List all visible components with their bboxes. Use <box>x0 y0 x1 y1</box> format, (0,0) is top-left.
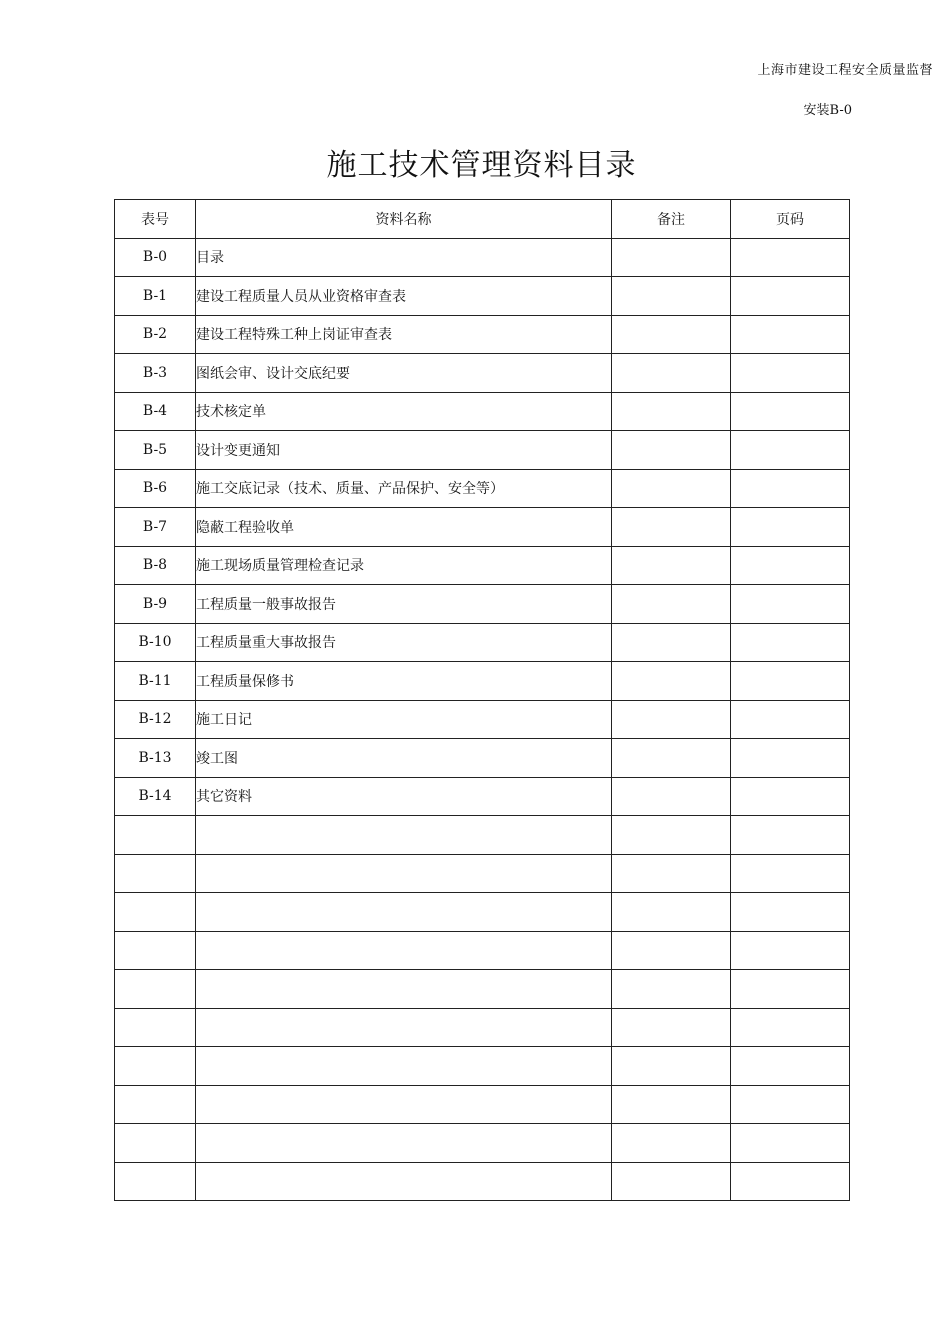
row-remark <box>612 816 731 855</box>
row-page-no <box>731 739 850 778</box>
row-page-no <box>731 893 850 932</box>
row-document-name <box>196 816 612 855</box>
row-page-no <box>731 315 850 354</box>
table-row <box>115 238 850 277</box>
table-row <box>115 970 850 1009</box>
row-remark <box>612 277 731 316</box>
page-title: 施工技术管理资料目录 <box>326 148 637 183</box>
table-row <box>115 315 850 354</box>
table-row <box>115 662 850 701</box>
table-row <box>115 1008 850 1047</box>
row-remark <box>612 1124 731 1163</box>
row-page-no <box>731 277 850 316</box>
row-remark <box>612 1085 731 1124</box>
row-page-no <box>731 1085 850 1124</box>
row-table-no: B-8 <box>115 546 196 585</box>
row-document-name: 其它资料 <box>196 777 612 816</box>
row-remark <box>612 931 731 970</box>
table-row <box>115 1085 850 1124</box>
row-remark <box>612 623 731 662</box>
table-row <box>115 354 850 393</box>
header-page-no: 页码 <box>731 200 850 239</box>
row-document-name <box>196 893 612 932</box>
row-table-no <box>115 1162 196 1201</box>
row-document-name: 工程质量重大事故报告 <box>196 623 612 662</box>
row-document-name: 工程质量保修书 <box>196 662 612 701</box>
row-page-no <box>731 1008 850 1047</box>
header-document-name: 资料名称 <box>196 200 612 239</box>
row-table-no <box>115 893 196 932</box>
row-remark <box>612 1162 731 1201</box>
table-row <box>115 392 850 431</box>
row-remark <box>612 431 731 470</box>
table-row <box>115 854 850 893</box>
row-remark <box>612 1008 731 1047</box>
table-row <box>115 816 850 855</box>
document-code: 安装B-0 <box>803 103 852 118</box>
contents-table <box>114 199 850 1201</box>
table-row <box>115 623 850 662</box>
table-header-row <box>115 200 850 239</box>
row-page-no <box>731 238 850 277</box>
table-row <box>115 469 850 508</box>
row-remark <box>612 585 731 624</box>
row-table-no: B-5 <box>115 431 196 470</box>
row-table-no <box>115 931 196 970</box>
row-remark <box>612 392 731 431</box>
row-document-name <box>196 1124 612 1163</box>
table-row <box>115 739 850 778</box>
header-table-no: 表号 <box>115 200 196 239</box>
row-page-no <box>731 392 850 431</box>
row-remark <box>612 777 731 816</box>
row-page-no <box>731 546 850 585</box>
row-document-name <box>196 1008 612 1047</box>
row-table-no: B-12 <box>115 700 196 739</box>
row-table-no <box>115 1008 196 1047</box>
row-table-no: B-14 <box>115 777 196 816</box>
table-row <box>115 1124 850 1163</box>
row-remark <box>612 1047 731 1086</box>
row-page-no <box>731 931 850 970</box>
row-document-name: 目录 <box>196 238 612 277</box>
row-table-no: B-11 <box>115 662 196 701</box>
table-row <box>115 1162 850 1201</box>
row-document-name <box>196 854 612 893</box>
table-row <box>115 585 850 624</box>
row-remark <box>612 700 731 739</box>
table-row <box>115 1047 850 1086</box>
row-page-no <box>731 777 850 816</box>
table-row <box>115 546 850 585</box>
row-remark <box>612 970 731 1009</box>
row-document-name: 建设工程特殊工种上岗证审查表 <box>196 315 612 354</box>
row-document-name <box>196 970 612 1009</box>
row-table-no: B-3 <box>115 354 196 393</box>
row-table-no: B-0 <box>115 238 196 277</box>
row-table-no: B-1 <box>115 277 196 316</box>
row-table-no: B-9 <box>115 585 196 624</box>
row-table-no: B-2 <box>115 315 196 354</box>
row-page-no <box>731 469 850 508</box>
row-page-no <box>731 508 850 547</box>
row-remark <box>612 546 731 585</box>
row-remark <box>612 662 731 701</box>
row-table-no: B-10 <box>115 623 196 662</box>
row-remark <box>612 854 731 893</box>
row-page-no <box>731 585 850 624</box>
row-document-name: 施工日记 <box>196 700 612 739</box>
table-row <box>115 700 850 739</box>
row-page-no <box>731 970 850 1009</box>
row-document-name <box>196 1085 612 1124</box>
row-document-name: 图纸会审、设计交底纪要 <box>196 354 612 393</box>
header-remark: 备注 <box>612 200 731 239</box>
row-table-no <box>115 1085 196 1124</box>
row-page-no <box>731 662 850 701</box>
row-table-no <box>115 1124 196 1163</box>
row-table-no: B-13 <box>115 739 196 778</box>
row-table-no: B-6 <box>115 469 196 508</box>
table-row <box>115 277 850 316</box>
row-page-no <box>731 1124 850 1163</box>
table-row <box>115 431 850 470</box>
header-organization: 上海市建设工程安全质量监督 <box>757 63 933 78</box>
row-document-name: 技术核定单 <box>196 392 612 431</box>
row-page-no <box>731 854 850 893</box>
row-document-name <box>196 1047 612 1086</box>
row-table-no <box>115 854 196 893</box>
row-document-name: 隐蔽工程验收单 <box>196 508 612 547</box>
row-table-no <box>115 816 196 855</box>
row-page-no <box>731 354 850 393</box>
row-table-no: B-4 <box>115 392 196 431</box>
row-document-name <box>196 1162 612 1201</box>
row-page-no <box>731 700 850 739</box>
row-table-no: B-7 <box>115 508 196 547</box>
row-remark <box>612 469 731 508</box>
row-document-name: 竣工图 <box>196 739 612 778</box>
row-document-name: 建设工程质量人员从业资格审查表 <box>196 277 612 316</box>
row-remark <box>612 508 731 547</box>
row-remark <box>612 315 731 354</box>
row-document-name: 设计变更通知 <box>196 431 612 470</box>
table-row <box>115 893 850 932</box>
row-remark <box>612 354 731 393</box>
row-page-no <box>731 1047 850 1086</box>
row-page-no <box>731 1162 850 1201</box>
row-document-name: 施工现场质量管理检查记录 <box>196 546 612 585</box>
row-page-no <box>731 816 850 855</box>
row-remark <box>612 739 731 778</box>
row-remark <box>612 238 731 277</box>
row-table-no <box>115 970 196 1009</box>
table-row <box>115 508 850 547</box>
row-table-no <box>115 1047 196 1086</box>
row-page-no <box>731 623 850 662</box>
row-page-no <box>731 431 850 470</box>
row-document-name: 工程质量一般事故报告 <box>196 585 612 624</box>
row-document-name <box>196 931 612 970</box>
table-row <box>115 777 850 816</box>
row-document-name: 施工交底记录（技术、质量、产品保护、安全等） <box>196 469 612 508</box>
table-row <box>115 931 850 970</box>
row-remark <box>612 893 731 932</box>
